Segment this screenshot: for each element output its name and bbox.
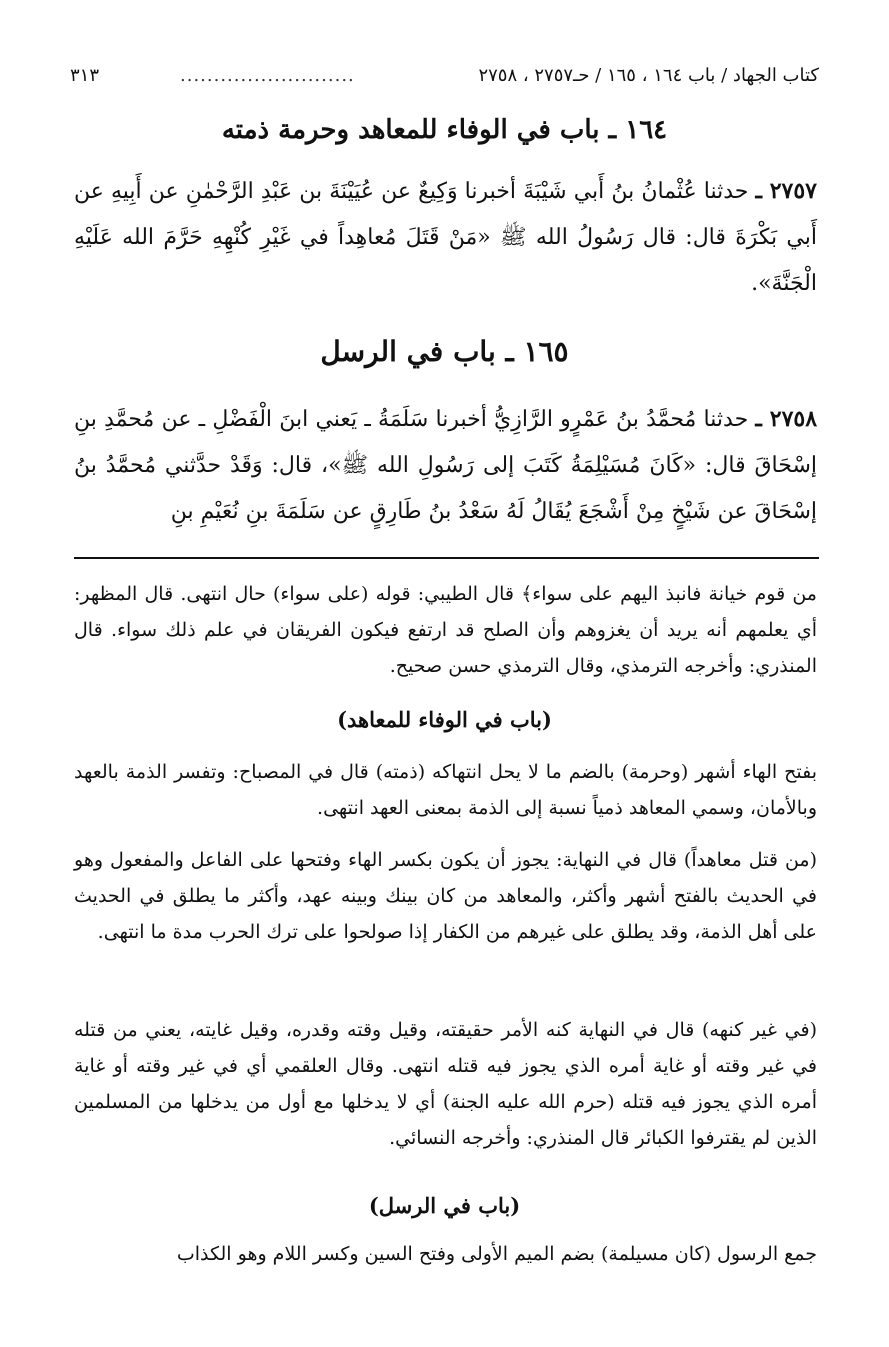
commentary-heading: (باب في الرسل): [368, 1193, 521, 1218]
running-title: كتاب الجهاد / باب ١٦٤ ، ١٦٥ / حـ٢٧٥٧ ، ٢٧٥٨: [478, 65, 819, 86]
commentary-paragraph: بفتح الهاء أشهر (وحرمة) بالضم ما لا يحل انتهاكه (ذمته) قال في المصباح: وتفسر الذمة بالعهد وبالأمان، وسمي المعاهد ذمياً نسبة إلى الذمة بمعنى العهد انتهى.: [74, 761, 817, 819]
commentary-paragraph: (في غير كنهه) قال في النهاية كنه الأمر حقيقته، وقيل وقته وقدره، وقيل غايته، يعني من قتله في غير وقته أو غاية أمره الذي يجوز فيه قتله انتهى. وقال العلقمي أي في غير وقته أو غاية أمره الذي يجوز فيه قتله (حرم الله عليه الجنة) أي لا يدخلها مع أول من يدخلها من المسلمين الذين لم يقترفوا الكبائر قال المنذري: وأخرجه النسائي.: [74, 1019, 817, 1149]
page-number: ٣١٣: [70, 65, 100, 86]
hadith-2758: [74, 396, 817, 535]
commentary-paragraph: من قوم خيانة فانبذ اليهم على سواء﴾ قال الطيبي: قوله (على سواء) حال انتهى. قال المظهر: أي يعلمهم أنه يريد أن يغزوهم وأن الصلح قد ارتفع فيكون الفريقان في علم ذلك سواء. قال المنذري: وأخرجه الترمذي، وقال الترمذي حسن صحيح.: [74, 583, 817, 677]
hadith-2757: [74, 168, 817, 307]
chapter-165-heading: ١٦٥ ـ باب في الرسل: [320, 335, 569, 368]
commentary-paragraph: جمع الرسول (كان مسيلمة) بضم الميم الأولى وفتح السين وكسر اللام وهو الكذاب: [176, 1243, 817, 1265]
page-header: [70, 62, 819, 90]
hadith-number: ٢٧٥٧ ـ: [755, 178, 817, 204]
commentary-paragraph: (من قتل معاهداً) قال في النهاية: يجوز أن يكون بكسر الهاء وفتحها على الفاعل والمفعول وهو في الحديث بالفتح أشهر وأكثر، والمعاهد من كان بينك وبينه عهد، وأكثر ما يطلق في الحديث على أهل الذمة، وقد يطلق على غيرهم من الكفار إذا صولحوا على ترك الحرب مدة ما انتهى.: [74, 849, 817, 943]
header-dot-leader: ..........................: [180, 65, 355, 86]
hadith-number: ٢٧٥٨ ـ: [755, 406, 818, 432]
hadith-text: حدثنا مُحمَّدُ بنُ عَمْرٍو الرَّازِيُّ أخبرنا سَلَمَةُ ـ يَعني ابنَ الْفَضْلِ ـ عن مُحمَّدِ بنِ إسْحَاقَ قال: «كَانَ مُسَيْلِمَةُ كَتَبَ إلى رَسُولِ الله ﷺ»، قال: وَقَدْ حدَّثني مُحمَّدُ بنُ إسْحَاقَ عن شَيْخٍ مِنْ أَشْجَعَ يُقَالُ لَهُ سَعْدُ بنُ طَارِقٍ عن سَلَمَةَ بنِ نُعَيْمِ بنِ: [74, 407, 817, 524]
footnote-divider: [74, 557, 819, 559]
commentary-heading: (باب في الوفاء للمعاهد): [337, 707, 552, 732]
chapter-164-heading: ١٦٤ ـ باب في الوفاء للمعاهد وحرمة ذمته: [221, 115, 668, 145]
hadith-text: حدثنا عُثْمانُ بنُ أَبي شَيْبَةَ أخبرنا وَكِيعٌ عن عُيَيْنَةَ بن عَبْدِ الرَّحْمٰنِ عن أَبِيهِ عن أَبي بَكْرَةَ قال: قال رَسُولُ الله ﷺ «مَنْ قَتَلَ مُعاهِداً في غَيْرِ كُنْهِهِ حَرَّمَ الله عَلَيْهِ الْجَنَّةَ».: [74, 179, 817, 296]
